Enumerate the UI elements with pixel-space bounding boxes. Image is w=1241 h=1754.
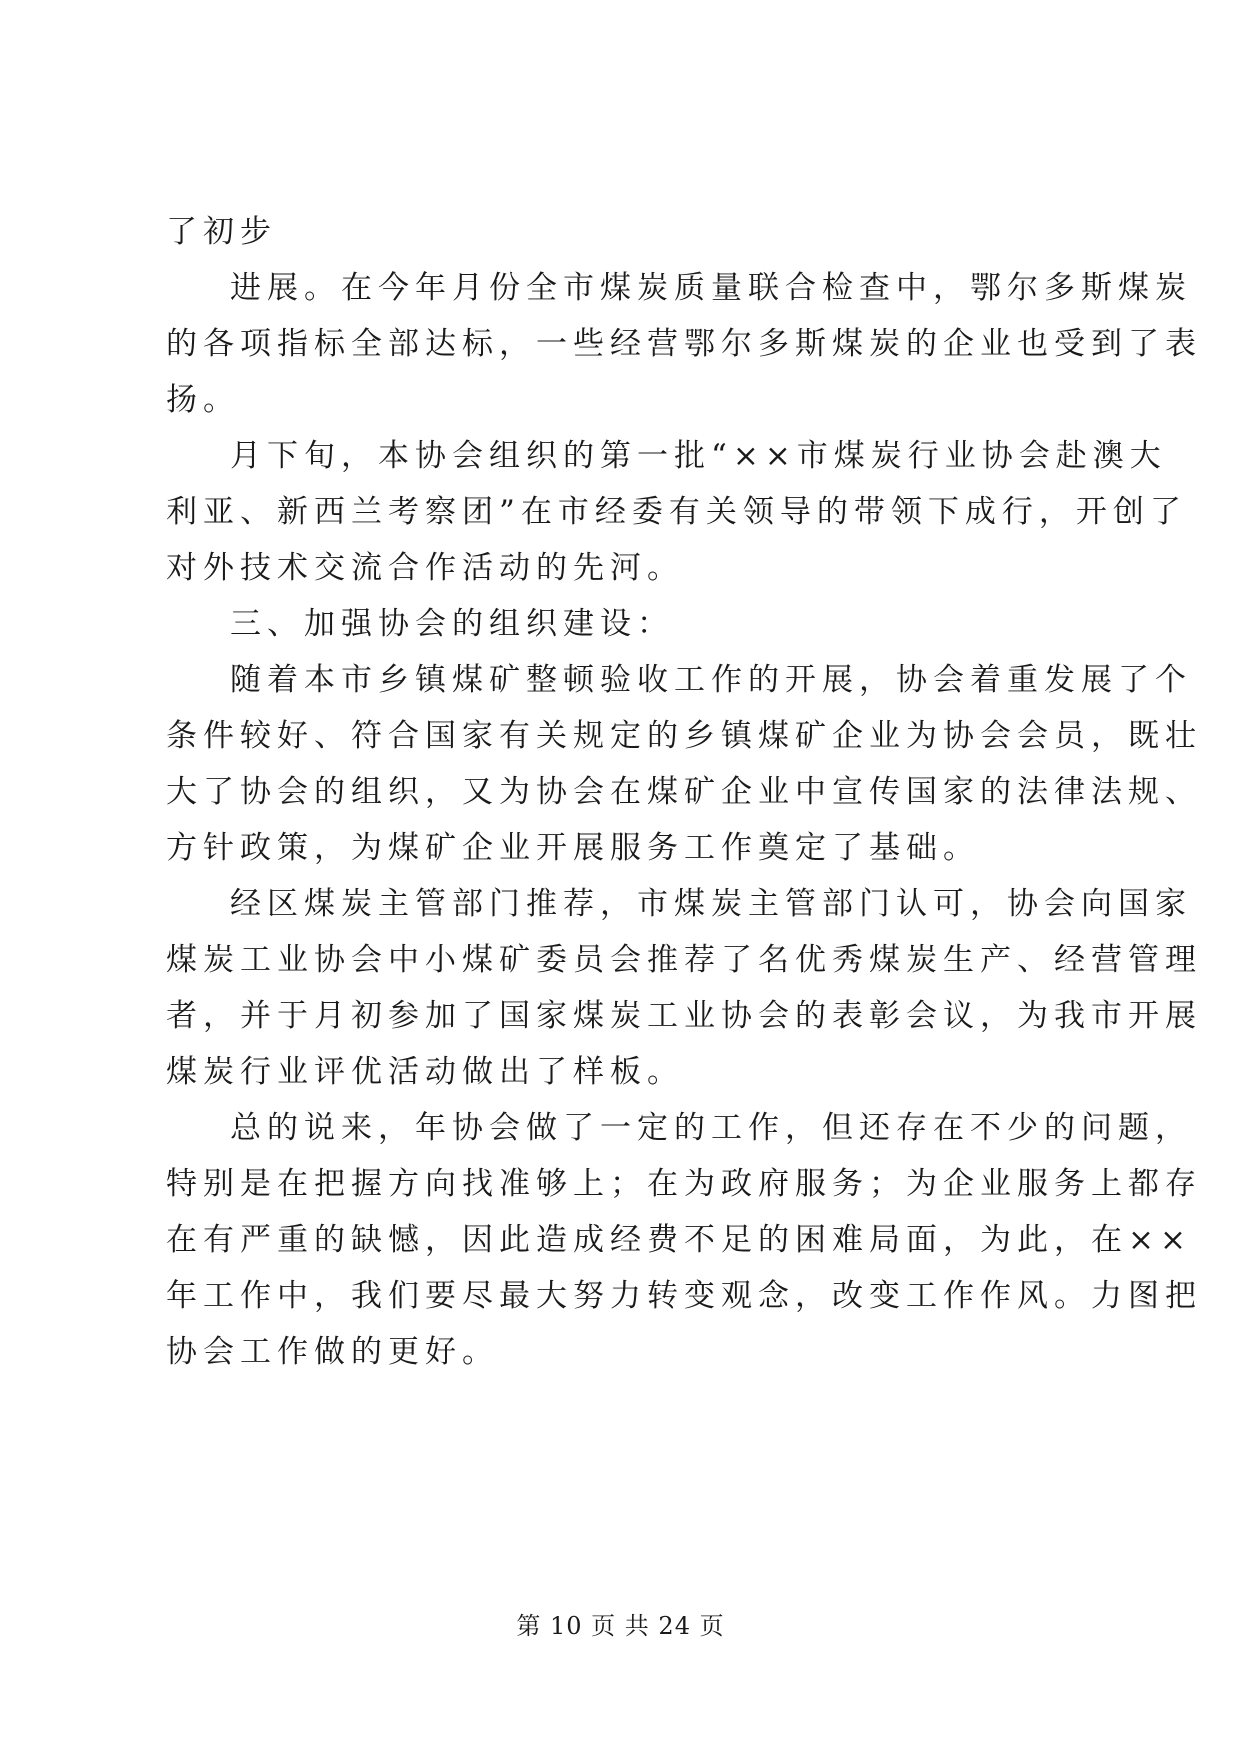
text-line: 煤炭行业评优活动做出了样板。 — [166, 1054, 684, 1090]
text-line: 者，并于月初参加了国家煤炭工业协会的表彰会议，为我市开展 — [166, 998, 1202, 1034]
text-line: 煤炭工业协会中小煤矿委员会推荐了名优秀煤炭生产、经营管理 — [166, 942, 1202, 978]
section-heading: 三、加强协会的组织建设： — [230, 606, 674, 642]
paragraph-start-line: 月下旬，本协会组织的第一批“××市煤炭行业协会赴澳大 — [230, 438, 1167, 474]
paragraph-start-line: 总的说来，年协会做了一定的工作，但还存在不少的问题， — [230, 1110, 1192, 1146]
text-line: 协会工作做的更好。 — [166, 1334, 499, 1370]
page-number-footer: 第 10 页 共 24 页 — [516, 1612, 725, 1640]
text-line: 对外技术交流合作活动的先河。 — [166, 550, 684, 586]
text-line: 年工作中，我们要尽最大努力转变观念，改变工作作风。力图把 — [166, 1278, 1202, 1314]
text-line: 条件较好、符合国家有关规定的乡镇煤矿企业为协会会员，既壮 — [166, 718, 1202, 754]
paragraph-start-line: 进展。在今年月份全市煤炭质量联合检查中，鄂尔多斯煤炭 — [230, 270, 1192, 306]
paragraph-start-line: 经区煤炭主管部门推荐，市煤炭主管部门认可，协会向国家 — [230, 886, 1192, 922]
text-line: 在有严重的缺憾，因此造成经费不足的困难局面，为此，在×× — [166, 1222, 1192, 1258]
text-line: 利亚、新西兰考察团”在市经委有关领导的带领下成行，开创了 — [166, 494, 1187, 530]
text-line: 扬。 — [166, 382, 240, 418]
text-line: 的各项指标全部达标，一些经营鄂尔多斯煤炭的企业也受到了表 — [166, 326, 1202, 362]
text-line: 大了协会的组织，又为协会在煤矿企业中宣传国家的法律法规、 — [166, 774, 1202, 810]
text-line: 特别是在把握方向找准够上；在为政府服务；为企业服务上都存 — [166, 1166, 1202, 1202]
text-line: 方针政策，为煤矿企业开展服务工作奠定了基础。 — [166, 830, 980, 866]
text-line: 了初步 — [166, 214, 277, 250]
paragraph-start-line: 随着本市乡镇煤矿整顿验收工作的开展，协会着重发展了个 — [230, 662, 1192, 698]
